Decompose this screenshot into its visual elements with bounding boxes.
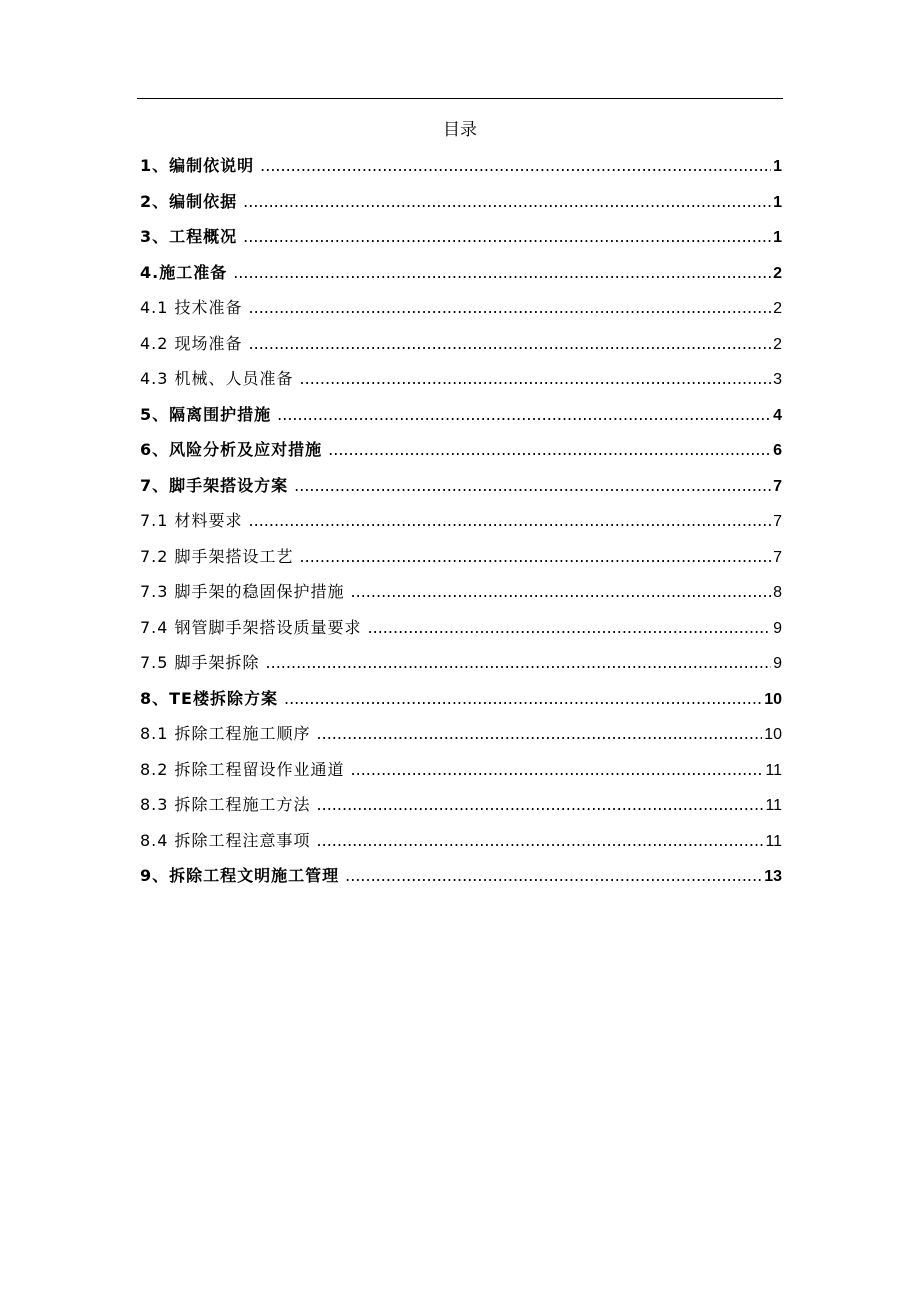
toc-entry-label: 4.施工准备	[140, 262, 228, 282]
toc-entry-page: 10	[764, 690, 782, 708]
toc-entry[interactable]	[140, 219, 782, 255]
toc-dot-leader	[249, 326, 772, 362]
toc-dot-leader	[345, 858, 762, 894]
toc-entry-label: 7.1 材料要求	[140, 511, 243, 530]
toc-entry[interactable]	[140, 716, 782, 752]
toc-entry-page: 7	[773, 477, 782, 495]
toc-entry[interactable]	[140, 823, 782, 859]
toc-entry-label: 8.2 拆除工程留设作业通道	[140, 759, 345, 779]
toc-entry[interactable]	[140, 432, 782, 468]
toc-dot-leader	[243, 184, 771, 220]
toc-entry-label: 4.2 现场准备	[140, 333, 243, 353]
toc-entry[interactable]	[140, 858, 782, 894]
toc-entry-label: 9、拆除工程文明施工管理	[140, 866, 340, 885]
toc-entry[interactable]	[140, 787, 782, 823]
toc-dot-leader	[368, 610, 772, 646]
toc-entry-page: 11	[765, 797, 782, 814]
toc-entry[interactable]	[140, 148, 782, 184]
toc-title: 目录	[443, 120, 477, 140]
toc-entry[interactable]	[140, 503, 782, 539]
toc-entry-label: 2、编制依据	[140, 191, 238, 211]
toc-dot-leader	[243, 219, 771, 255]
toc-entry-page: 11	[765, 832, 782, 850]
toc-entry-label: 1、编制依说明	[140, 156, 255, 175]
toc-entry-page: 7	[773, 513, 782, 530]
toc-entry-label: 8.4 拆除工程注意事项	[140, 830, 311, 850]
toc-entry[interactable]	[140, 184, 782, 220]
toc-entry-label: 6、风险分析及应对措施	[140, 440, 323, 459]
toc-entry-label: 7、脚手架搭设方案	[140, 475, 289, 495]
toc-dot-leader	[351, 574, 772, 610]
toc-dot-leader	[294, 468, 771, 504]
toc-entry[interactable]	[140, 610, 782, 646]
toc-entry[interactable]	[140, 397, 782, 433]
toc-entry-page: 2	[773, 264, 782, 282]
toc-dot-leader	[233, 255, 771, 291]
toc-entry[interactable]	[140, 255, 782, 291]
toc-dot-leader	[317, 823, 764, 859]
header-rule	[137, 98, 783, 99]
toc-dot-leader	[266, 645, 772, 681]
toc-entry-page: 3	[773, 371, 782, 388]
toc-entry-label: 7.4 钢管脚手架搭设质量要求	[140, 617, 362, 637]
toc-entry[interactable]	[140, 574, 782, 610]
toc-entry-label: 4.1 技术准备	[140, 298, 243, 317]
toc-entry-label: 7.5 脚手架拆除	[140, 653, 260, 672]
toc-entry-label: 8.3 拆除工程施工方法	[140, 795, 311, 814]
toc-entry[interactable]	[140, 326, 782, 362]
toc-entry-page: 6	[773, 442, 782, 459]
toc-entry[interactable]	[140, 681, 782, 717]
toc-dot-leader	[260, 148, 771, 184]
toc-entry-page: 4	[773, 406, 782, 424]
toc-dot-leader	[249, 503, 772, 539]
toc-entry-page: 7	[773, 548, 782, 566]
toc-entry[interactable]	[140, 752, 782, 788]
toc-entry-label: 4.3 机械、人员准备	[140, 369, 294, 388]
toc-dot-leader	[317, 787, 764, 823]
toc-entry-label: 7.2 脚手架搭设工艺	[140, 546, 294, 566]
toc-dot-leader	[300, 361, 772, 397]
toc-entry[interactable]	[140, 645, 782, 681]
toc-entry-page: 13	[764, 868, 782, 885]
toc-dot-leader	[277, 397, 771, 433]
table-of-contents	[140, 148, 782, 894]
toc-entry[interactable]	[140, 468, 782, 504]
toc-entry-page: 9	[773, 655, 782, 672]
toc-entry[interactable]	[140, 361, 782, 397]
toc-dot-leader	[249, 290, 772, 326]
toc-entry-page: 1	[773, 158, 782, 175]
toc-entry-page: 10	[764, 726, 782, 743]
toc-entry-label: 5、隔离围护措施	[140, 404, 272, 424]
toc-entry-label: 8.1 拆除工程施工顺序	[140, 724, 311, 743]
toc-entry-page: 8	[773, 584, 782, 601]
toc-entry-label: 3、工程概况	[140, 227, 238, 246]
toc-dot-leader	[317, 716, 763, 752]
toc-entry-page: 11	[765, 761, 782, 779]
toc-entry[interactable]	[140, 290, 782, 326]
toc-dot-leader	[284, 681, 762, 717]
toc-entry-label: 8、TE楼拆除方案	[140, 688, 278, 708]
toc-entry-label: 7.3 脚手架的稳固保护措施	[140, 582, 345, 601]
toc-entry-page: 1	[773, 229, 782, 246]
toc-entry-page: 1	[773, 193, 782, 211]
toc-entry-page: 2	[773, 335, 782, 353]
toc-entry[interactable]	[140, 539, 782, 575]
toc-dot-leader	[351, 752, 764, 788]
toc-entry-page: 9	[773, 619, 782, 637]
toc-entry-page: 2	[773, 300, 782, 317]
toc-dot-leader	[328, 432, 771, 468]
toc-dot-leader	[300, 539, 772, 575]
